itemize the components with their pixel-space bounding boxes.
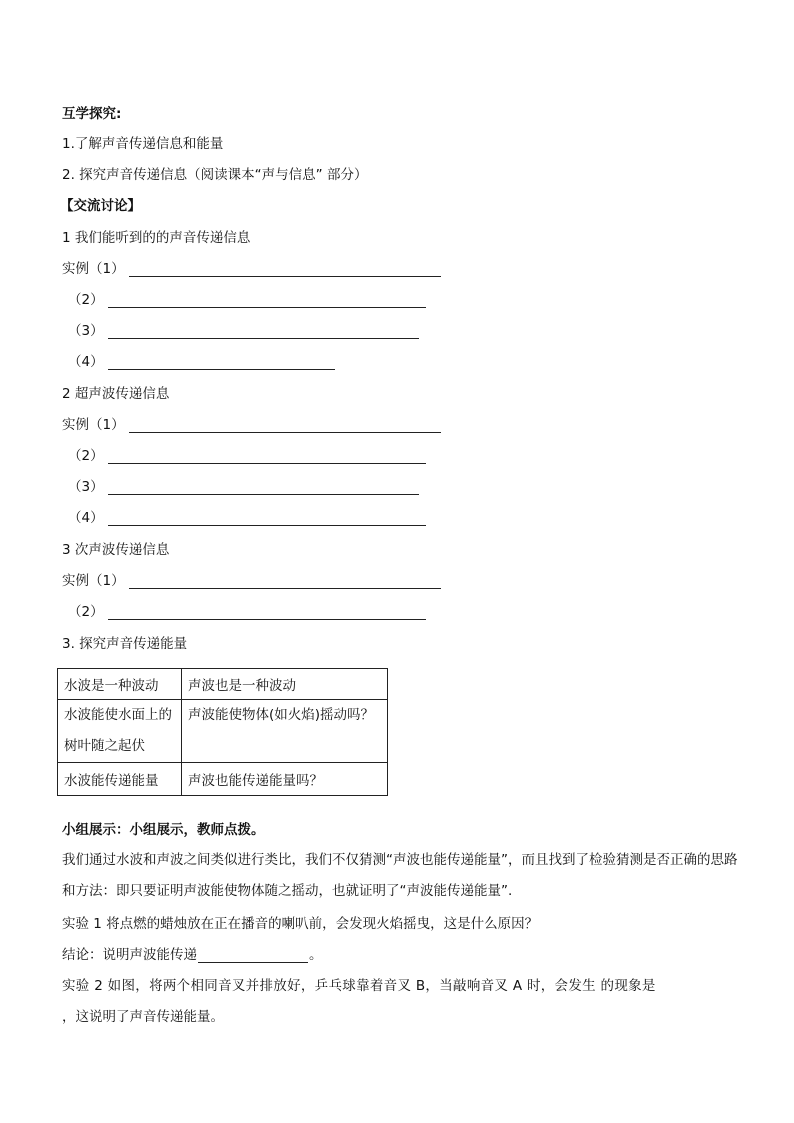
discussion-heading: 【交流讨论】: [60, 198, 141, 214]
sub1-line-2: [68, 292, 426, 308]
table-cell: 声波也能传递能量吗？: [182, 763, 388, 796]
sub1-line-4-label: （4）: [68, 354, 104, 370]
sub1-line-4: [68, 354, 335, 370]
table-cell: 声波也是一种波动: [182, 669, 388, 700]
comparison-table: [57, 668, 388, 796]
answer-blank[interactable]: [108, 326, 419, 339]
answer-blank[interactable]: [198, 950, 308, 963]
table-row: [58, 700, 388, 763]
sub1-line-1: [62, 261, 441, 277]
sub2-line-1-label: 实例（1）: [62, 417, 125, 433]
conclusion: [62, 947, 323, 963]
table-row: [58, 763, 388, 796]
table-row: [58, 669, 388, 700]
sub2-line-3: [68, 479, 419, 495]
section-title: 互学探究:: [62, 106, 122, 122]
sub3-line-2-label: （2）: [68, 604, 104, 620]
answer-blank[interactable]: [108, 607, 426, 620]
sub3-line-1: [62, 573, 441, 589]
item-3: 3. 探究声音传递能量: [62, 636, 188, 652]
sub1-line-3-label: （3）: [68, 323, 104, 339]
sub2-line-4: [68, 510, 426, 526]
sub2-line-3-label: （3）: [68, 479, 104, 495]
group-heading: 小组展示：小组展示，教师点拨。: [62, 822, 265, 838]
answer-blank[interactable]: [108, 451, 426, 464]
sub2-line-2: [68, 448, 426, 464]
table-cell: 水波能传递能量: [58, 763, 182, 796]
experiment-2-continued: ，这说明了声音传递能量。: [62, 1009, 224, 1025]
answer-blank[interactable]: [129, 420, 441, 433]
experiment-2: 实验 2 如图，将两个相同音叉并排放好，乒乓球靠着音叉 B，当敲响音叉 A 时，会发生 的现象是: [62, 978, 656, 994]
sub2-line-1: [62, 417, 441, 433]
answer-blank[interactable]: [129, 264, 441, 277]
conclusion-suffix: 。: [309, 947, 323, 963]
answer-blank[interactable]: [108, 357, 335, 370]
paragraph-1: 我们通过水波和声波之间类似进行类比，我们不仅猜测“声波也能传递能量”，而且找到了检验猜测是否正确的思路和方法：即只要证明声波能使物体随之摇动，也就证明了“声波能传递能量”.: [62, 852, 738, 899]
sub2-line-2-label: （2）: [68, 448, 104, 464]
sub1-line-2-label: （2）: [68, 292, 104, 308]
answer-blank[interactable]: [108, 482, 419, 495]
sub3-line-2: [68, 604, 426, 620]
answer-blank[interactable]: [129, 576, 441, 589]
item-2: 2. 探究声音传递信息（阅读课本“声与信息” 部分）: [62, 167, 368, 183]
sub1-line-1-label: 实例（1）: [62, 261, 125, 277]
answer-blank[interactable]: [108, 513, 426, 526]
sub1-title: 1 我们能听到的的声音传递信息: [62, 230, 251, 246]
sub3-line-1-label: 实例（1）: [62, 573, 125, 589]
table-cell: 水波是一种波动: [58, 669, 182, 700]
experiment-1: 实验 1 将点燃的蜡烛放在正在播音的喇叭前，会发现火焰摇曳，这是什么原因？: [62, 916, 539, 932]
item-1: 1.了解声音传递信息和能量: [62, 136, 224, 152]
conclusion-prefix: 结论：说明声波能传递: [62, 947, 197, 963]
answer-blank[interactable]: [108, 295, 426, 308]
table-cell: 水波能使水面上的树叶随之起伏: [58, 700, 182, 763]
table-cell: 声波能使物体(如火焰)摇动吗？: [182, 700, 388, 763]
sub3-title: 3 次声波传递信息: [62, 542, 170, 558]
sub1-line-3: [68, 323, 419, 339]
sub2-title: 2 超声波传递信息: [62, 386, 170, 402]
sub2-line-4-label: （4）: [68, 510, 104, 526]
